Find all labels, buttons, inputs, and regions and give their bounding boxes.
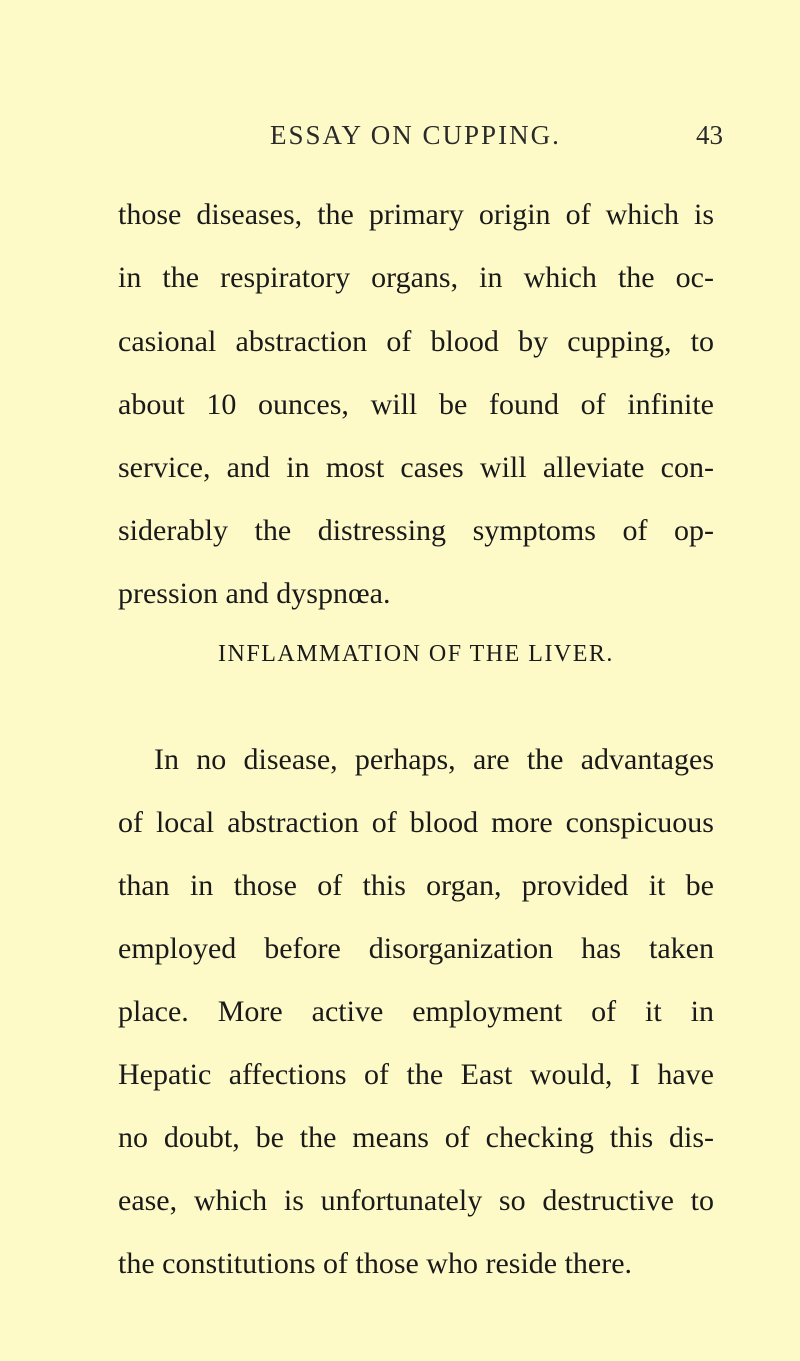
page-number: 43 <box>696 120 723 150</box>
text-line: employed before disorganization has taken <box>118 932 714 965</box>
text-line: in the respiratory organs, in which the oc- <box>118 261 714 294</box>
text-line: of local abstraction of blood more conspicuous <box>118 806 714 839</box>
text-line: those diseases, the primary origin of which is <box>118 198 714 231</box>
text-line: place. More active employment of it in <box>118 995 714 1028</box>
text-line: than in those of this organ, provided it be <box>118 869 714 902</box>
section-heading: INFLAMMATION OF THE LIVER. <box>218 641 614 667</box>
text-line: Hepatic affections of the East would, I have <box>118 1058 714 1091</box>
text-line: casional abstraction of blood by cupping, to <box>118 325 714 358</box>
running-head <box>270 120 750 160</box>
text-line: In no disease, perhaps, are the advantages <box>154 743 714 776</box>
text-line: pression and dyspnœa. <box>118 577 391 610</box>
text-line: service, and in most cases will alleviate con- <box>118 451 714 484</box>
text-line: siderably the distressing symptoms of op- <box>118 514 714 547</box>
text-line: no doubt, be the means of checking this dis- <box>118 1121 714 1154</box>
text-line: about 10 ounces, will be found of infinite <box>118 388 714 421</box>
text-line: the constitutions of those who reside there. <box>118 1247 633 1280</box>
text-line: ease, which is unfortunately so destructive to <box>118 1184 714 1217</box>
running-title: ESSAY ON CUPPING. <box>270 120 561 150</box>
